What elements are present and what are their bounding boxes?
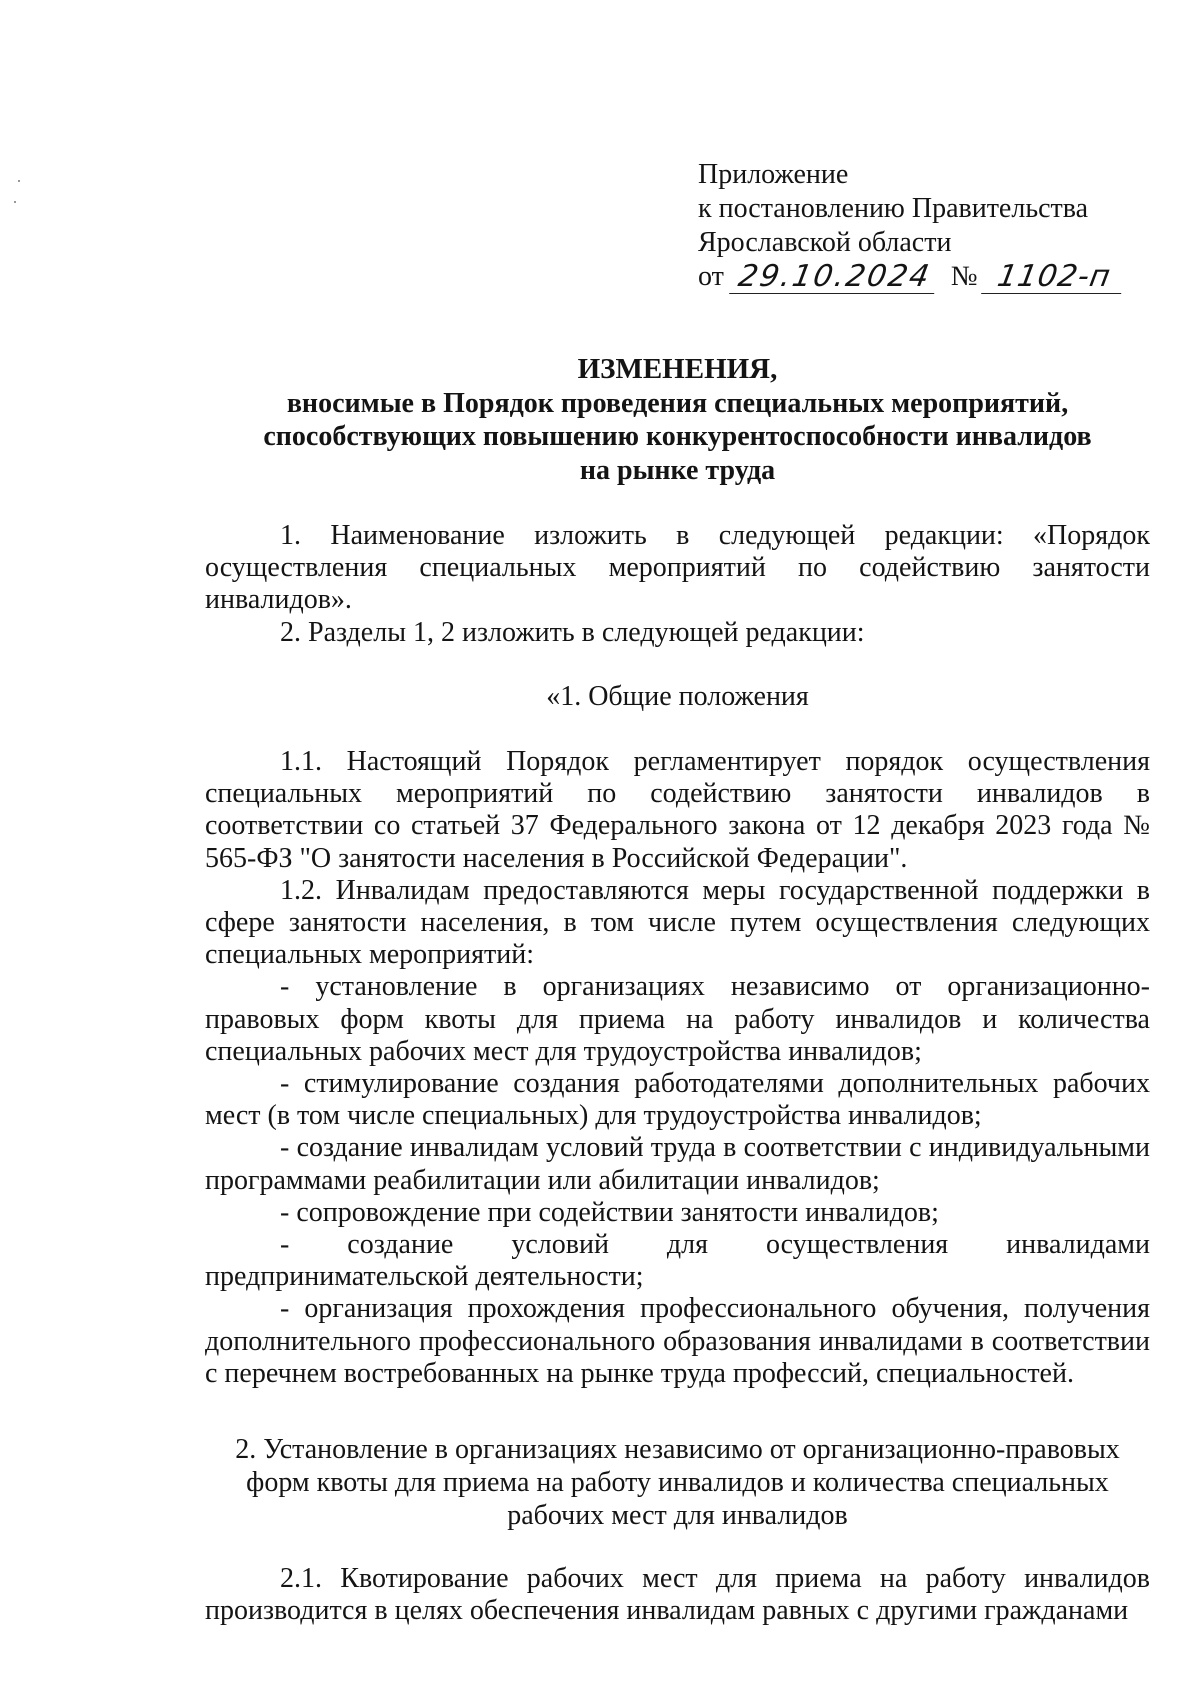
- document-title: [205, 353, 1150, 487]
- handwritten-number: 1102-п: [981, 261, 1127, 294]
- appendix-line-3: Ярославской области: [698, 227, 952, 258]
- intro-paragraphs: [205, 520, 1150, 649]
- paragraph-1-2: 1.2. Инвалидам предоставляются меры государственной поддержки в сфере занятости населения, в том числе путем осуществления следующих специальных мероприятий:: [205, 874, 1150, 971]
- paragraph-2: 2. Разделы 1, 2 изложить в следующей редакции:: [280, 616, 865, 648]
- section-2-heading-line-3: рабочих мест для инвалидов: [507, 1500, 848, 1531]
- scan-dust-mark: [18, 180, 20, 182]
- title-line-4: на рынке труда: [579, 454, 776, 486]
- number-label: №: [950, 261, 978, 292]
- title-line-3: способствующих повышению конкурентоспособности инвалидов: [263, 421, 1092, 452]
- appendix-line-2: к постановлению Правительства: [698, 193, 1089, 224]
- appendix-date-number-row: [698, 260, 1124, 294]
- handwritten-date: 29.10.2024: [729, 261, 940, 294]
- list-item-6: - организация прохождения профессионального обучения, получения дополнительного профессионального образования инвалидами в соответствии с перечнем востребованных на рынке труда профессий, специальностей.: [205, 1293, 1150, 1389]
- title-main: ИЗМЕНЕНИЯ,: [577, 353, 778, 385]
- section-2-body: [205, 1563, 1150, 1627]
- paragraph-2-1: 2.1. Квотирование рабочих мест для приема на работу инвалидов производится в целях обеспечения инвалидам равных с другими гражданами: [205, 1563, 1150, 1627]
- appendix-block: [698, 158, 1124, 294]
- appendix-line-1: Приложение: [698, 159, 849, 190]
- list-item-4: - сопровождение при содействии занятости инвалидов;: [280, 1196, 939, 1228]
- section-2-heading-line-1: 2. Установление в организациях независимо от организационно-правовых: [235, 1434, 1120, 1465]
- list-item-3: - создание инвалидам условий труда в соответствии с индивидуальными программами реабилитации или абилитации инвалидов;: [205, 1132, 1150, 1196]
- paragraph-1-1: 1.1. Настоящий Порядок регламентирует порядок осуществления специальных мероприятий по содействию занятости инвалидов в соответствии со статьей 37 Федерального закона от 12 декабря 2023 года № 565-ФЗ "О занятости населения в Российской Федерации".: [205, 746, 1150, 874]
- list-item-1: - установление в организациях независимо от организационно-правовых форм квоты для приема на работу инвалидов и количества специальных рабочих мест для трудоустройства инвалидов;: [205, 971, 1150, 1067]
- from-label: от: [698, 261, 724, 292]
- list-item-5: - создание условий для осуществления инвалидами предпринимательской деятельности;: [205, 1229, 1150, 1293]
- paragraph-1: 1. Наименование изложить в следующей редакции: «Порядок осуществления специальных мероприятий по содействию занятости инвалидов».: [205, 520, 1150, 616]
- list-item-2: - стимулирование создания работодателями дополнительных рабочих мест (в том числе специальных) для трудоустройства инвалидов;: [205, 1068, 1150, 1132]
- section-2-heading: [205, 1433, 1150, 1532]
- section-1-heading: «1. Общие положения: [546, 681, 809, 712]
- title-line-2: вносимые в Порядок проведения специальных мероприятий,: [286, 387, 1069, 419]
- scan-dust-mark: [14, 201, 16, 203]
- section-2-heading-line-2: форм квоты для приема на работу инвалидов и количества специальных: [246, 1467, 1109, 1498]
- section-1-body: [205, 746, 1150, 1390]
